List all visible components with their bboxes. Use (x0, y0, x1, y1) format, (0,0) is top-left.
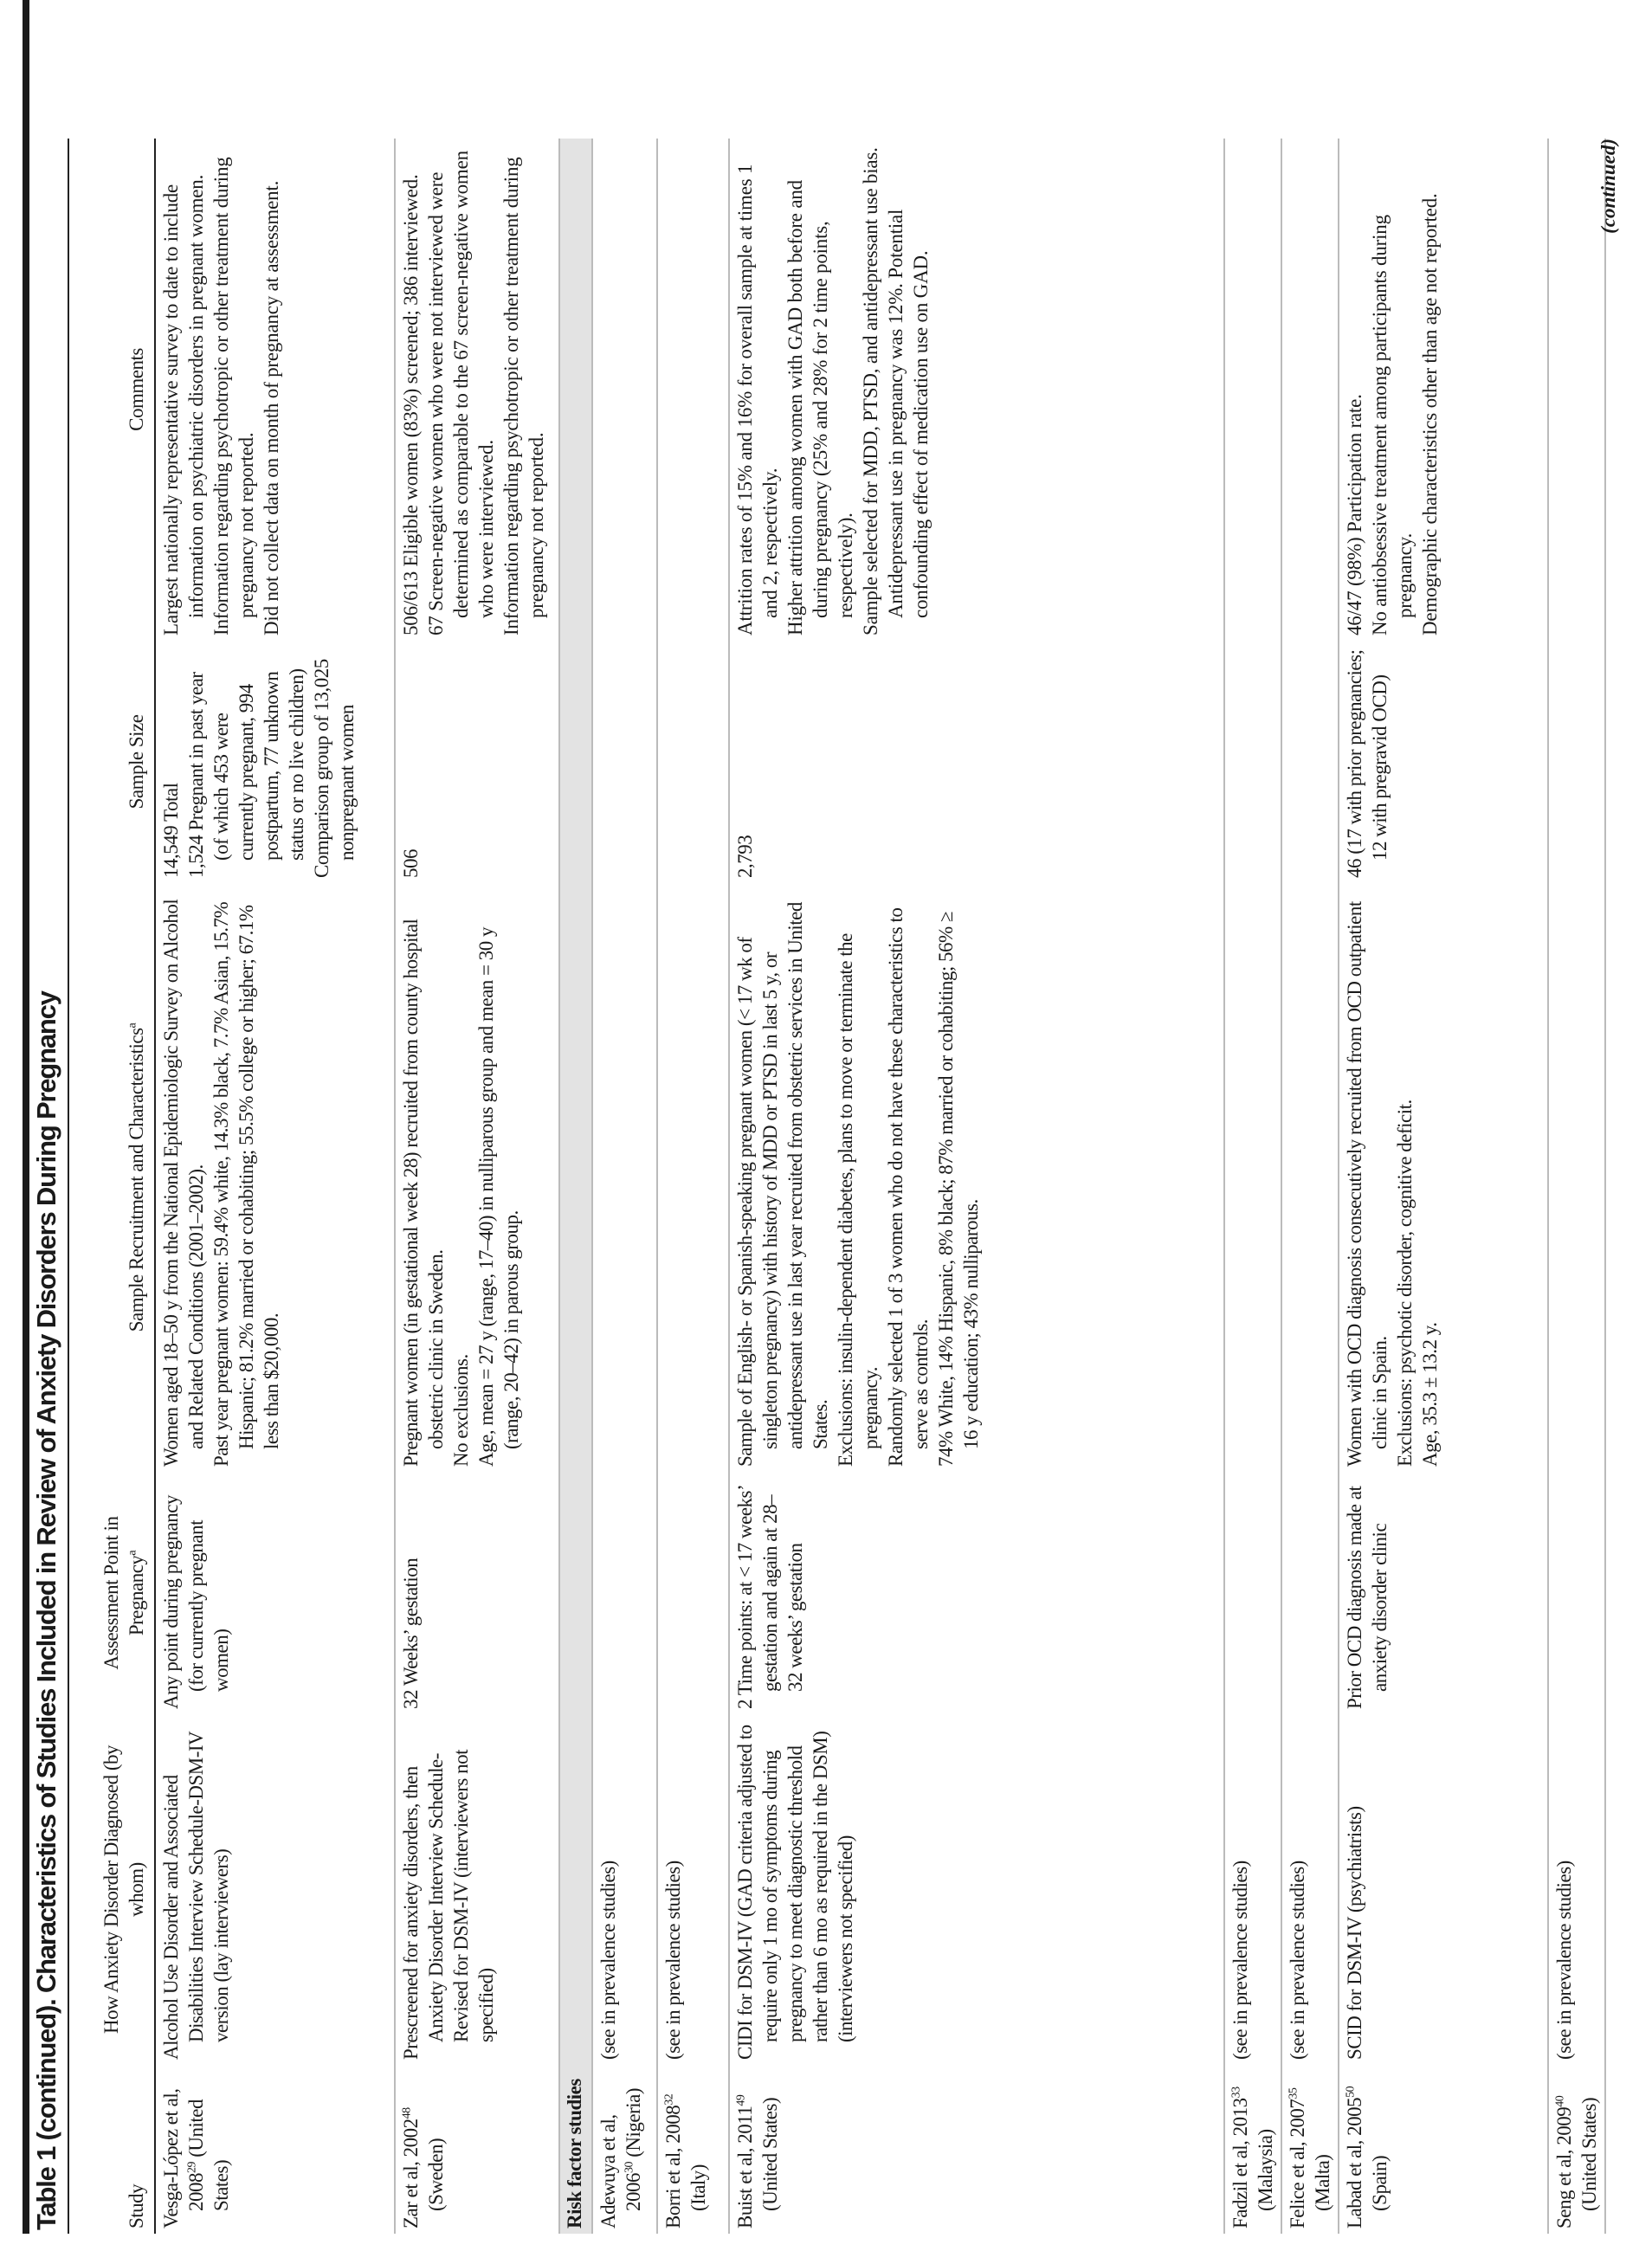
study-name: Fadzil et al, 2013 (1229, 2098, 1251, 2228)
size-paragraph: 46 (17 with prior pregnancies; 12 with pregravid OCD) (1344, 649, 1391, 878)
cell-how (395, 1714, 559, 2065)
table-title: Table 1 (continued). Characteristics of Studies Included in Review of Anxiety Disorders During Pregnancy (31, 991, 61, 2230)
size-paragraph: 506 (400, 849, 422, 878)
cell-how (592, 1714, 657, 2065)
study-country: (United States) (759, 2097, 781, 2211)
reference-number: 33 (1229, 2087, 1243, 2099)
table-row (592, 139, 657, 2234)
header-size: Sample Size (126, 714, 147, 809)
comments-paragraph: Information regarding psychotropic or other treatment during pregnancy not reported. (210, 157, 257, 635)
how-paragraph: (see in prevalence studies) (1229, 1861, 1251, 2060)
assess-paragraph: 32 Weeks’ gestation (400, 1558, 422, 1709)
cell-size (1339, 641, 1548, 883)
footnote-marker: a (126, 1550, 139, 1556)
study-country: (Malaysia) (1255, 2129, 1276, 2211)
cell-assess (395, 1472, 559, 1714)
sample-paragraph: Pregnant women (in gestational week 28) recruited from county hospital obstetric clinic in Sweden. (400, 919, 447, 1467)
cell-assess (657, 1472, 729, 1714)
comments-paragraph: Sample selected for MDD, PTSD, and antidepressant use bias. Antidepressant use in pregnancy was 12%. Potential confounding effect of medication use on GAD. (860, 147, 932, 635)
table-row (1339, 139, 1548, 2234)
header-sample-label: Sample Recruitment and Characteristics (126, 1028, 147, 1332)
continued-note: (continued) (1597, 139, 1619, 234)
cell-how (1281, 1714, 1339, 2065)
header-how: How Anxiety Disorder Diagnosed (by whom) (100, 1745, 147, 2035)
study-name: Vesga-López et al, 2008 (160, 2088, 207, 2228)
how-paragraph: (see in prevalence studies) (1553, 1861, 1575, 2060)
cell-assess (1548, 1472, 1605, 1714)
reference-number: 30 (623, 2162, 636, 2173)
study-country: (Malta) (1312, 2154, 1333, 2211)
cell-size (729, 641, 1224, 883)
study-citation (158, 2072, 234, 2228)
cell-assess (1224, 1472, 1281, 1714)
cell-sample (729, 883, 1224, 1472)
cell-study (729, 2065, 1224, 2234)
reference-number: 50 (1344, 2086, 1358, 2098)
study-citation (596, 2072, 646, 2228)
cell-size (657, 641, 729, 883)
cell-study (1281, 2065, 1339, 2234)
study-country: (Sweden) (425, 2138, 447, 2211)
comments-paragraph: Demographic characteristics other than age not reported. (1419, 193, 1441, 635)
sample-paragraph: Women with OCD diagnosis consecutively recruited from OCD outpatient clinic in Spain. (1344, 901, 1391, 1467)
how-paragraph: Alcohol Use Disorder and Associated Disabilities Interview Schedule-DSM-IV version (lay interviewers) (160, 1732, 232, 2060)
sample-paragraph: Age, 35.3 ± 13.2 y. (1419, 1322, 1441, 1467)
study-country: (Nigeria) (623, 2087, 644, 2162)
cell-study (1224, 2065, 1281, 2234)
reference-number: 49 (734, 2094, 748, 2106)
cell-assess (1339, 1472, 1548, 1714)
study-name: Adewuya et al, 2006 (597, 2114, 644, 2228)
study-citation (1552, 2072, 1602, 2228)
sample-paragraph: Exclusions: psychotic disorder, cognitive deficit. (1394, 1100, 1416, 1467)
cell-sample (1548, 883, 1605, 1472)
cell-study (592, 2065, 657, 2234)
footnote-marker: a (126, 1022, 139, 1029)
cell-sample (657, 883, 729, 1472)
cell-sample (1281, 883, 1339, 1472)
cell-sample (395, 883, 559, 1472)
study-name: Zar et al, 2002 (400, 2119, 422, 2228)
table-row (729, 139, 1224, 2234)
cell-how (1224, 1714, 1281, 2065)
reference-number: 32 (662, 2093, 676, 2106)
how-paragraph: (see in prevalence studies) (597, 1861, 619, 2060)
comments-paragraph: 67 Screen-negative women who were not interviewed were determined as comparable to the 67 screen-negative women who were interviewed. (425, 151, 497, 635)
sample-paragraph: Women aged 18–50 y from the National Epidemiologic Survey on Alcohol and Related Conditions (2001–2002). (160, 899, 207, 1467)
assess-paragraph: Any point during pregnancy (for currently pregnant women) (160, 1495, 232, 1709)
cell-study (1548, 2065, 1605, 2234)
study-citation (1342, 2072, 1392, 2228)
reference-number: 48 (400, 2107, 414, 2119)
study-country: (United States) (185, 2099, 232, 2211)
size-paragraph: 14,549 Total (160, 783, 182, 878)
comments-paragraph: Higher attrition among women with GAD both before and during pregnancy (25% and 28% for 2 time points, respectively). (784, 180, 856, 635)
cell-size (1224, 641, 1281, 883)
sample-paragraph: Sample of English- or Spanish-speaking pregnant women (< 17 wk of singleton pregnancy) with history of MDD or PTSD in last 5 y, or antidepressant use in last year recruited from obstetric services in United States. (734, 902, 831, 1467)
size-paragraph: 1,524 Pregnant in past year (of which 453 were currently pregnant, 994 postpartum, 77 unknown status or no live children) (185, 668, 307, 878)
comments-paragraph: Largest nationally representative survey to date to include information on psychiatric disorders in pregnant women. (160, 174, 207, 635)
table-row (1281, 139, 1339, 2234)
header-study: Study (126, 2183, 147, 2228)
cell-how (1339, 1714, 1548, 2065)
comments-paragraph: Attrition rates of 15% and 16% for overall sample at times 1 and 2, respectively. (734, 164, 781, 635)
cell-comments (592, 139, 657, 641)
how-paragraph: Prescreened for anxiety disorders, then Anxiety Disorder Interview Schedule-Revised for DSM-IV (interviewers not specified) (400, 1749, 497, 2060)
header-sample (68, 883, 155, 1472)
cell-sample (1339, 883, 1548, 1472)
cell-how (657, 1714, 729, 2065)
study-citation (732, 2072, 783, 2228)
cell-study (1339, 2065, 1548, 2234)
size-paragraph: 2,793 (734, 835, 756, 878)
cell-assess (1281, 1472, 1339, 1714)
study-country: (United States) (1578, 2097, 1600, 2211)
table-row (657, 139, 729, 2234)
study-citation (661, 2072, 711, 2228)
cell-study (395, 2065, 559, 2234)
section-heading: Risk factor studies (559, 139, 592, 2234)
assess-paragraph: 2 Time points: at < 17 weeks’ gestation and again at 28–32 weeks’ gestation (734, 1486, 806, 1709)
cell-assess (155, 1472, 395, 1714)
how-paragraph: (see in prevalence studies) (1287, 1861, 1308, 2060)
cell-how (1548, 1714, 1605, 2065)
cell-how (155, 1714, 395, 2065)
cell-comments (1224, 139, 1281, 641)
cell-comments (1339, 139, 1548, 641)
sample-paragraph: Past year pregnant women: 59.4% white, 14.3% black, 7.7% Asian, 15.7% Hispanic; 81.2% married or cohabiting; 55.5% college or higher; 67.1% less than $20,000. (210, 901, 282, 1467)
study-name: Seng et al, 2009 (1553, 2106, 1575, 2228)
sample-paragraph: Age, mean = 27 y (range, 17–40) in nulliparous group and mean = 30 y (range, 20–42) in parous group. (475, 926, 522, 1467)
comments-paragraph: Information regarding psychotropic or other treatment during pregnancy not reported. (500, 157, 547, 635)
top-rule (23, 0, 29, 2234)
how-paragraph: (see in prevalence studies) (662, 1861, 684, 2060)
section-row (559, 139, 592, 2234)
header-assess (68, 1472, 155, 1714)
cell-how (729, 1714, 1224, 2065)
cell-assess (592, 1472, 657, 1714)
cell-comments (155, 139, 395, 641)
cell-size (1548, 641, 1605, 883)
cell-comments (1281, 139, 1339, 641)
study-name: Borri et al, 2008 (662, 2105, 684, 2228)
cell-size (155, 641, 395, 883)
header-assess-label: Assessment Point in Pregnancy (100, 1516, 147, 1670)
study-name: Labad et al, 2005 (1344, 2097, 1365, 2228)
how-paragraph: SCID for DSM-IV (psychiatrists) (1344, 1806, 1365, 2060)
cell-size (592, 641, 657, 883)
cell-size (1281, 641, 1339, 883)
header-comments: Comments (126, 348, 147, 431)
comments-paragraph: Did not collect data on month of pregnancy at assessment. (261, 180, 282, 635)
size-paragraph: Comparison group of 13,025 nonpregnant women (311, 659, 358, 878)
table-row (1548, 139, 1605, 2234)
cell-comments (729, 139, 1224, 641)
cell-sample (592, 883, 657, 1472)
how-paragraph: CIDI for DSM-IV (GAD criteria adjusted to require only 1 mo of symptoms during pregnancy to meet diagnostic threshold rather than 6 mo as required in the DSM) (interviewers not specified) (734, 1725, 856, 2060)
reference-number: 35 (1287, 2087, 1300, 2099)
comments-paragraph: 506/613 Eligible women (83%) screened; 386 interviewed. (400, 174, 422, 635)
cell-assess (729, 1472, 1224, 1714)
study-citation (398, 2072, 448, 2228)
cell-sample (155, 883, 395, 1472)
cell-comments (657, 139, 729, 641)
comments-paragraph: No antiobsessive treatment among participants during pregnancy. (1369, 215, 1416, 635)
table-row (395, 139, 559, 2234)
study-country: (Italy) (687, 2164, 709, 2211)
studies-table (68, 139, 1606, 2234)
reference-number: 40 (1553, 2095, 1567, 2107)
cell-size (395, 641, 559, 883)
cell-study (657, 2065, 729, 2234)
cell-comments (395, 139, 559, 641)
study-citation (1228, 2072, 1278, 2228)
sample-paragraph: 74% White, 14% Hispanic, 8% black; 87% married or cohabiting; 56% ≥ 16 y education; 43% nulliparous. (935, 911, 982, 1467)
study-name: Felice et al, 2007 (1287, 2099, 1308, 2228)
table-row (155, 139, 395, 2234)
study-citation (1285, 2072, 1335, 2228)
reference-number: 29 (185, 2162, 199, 2173)
sample-paragraph: No exclusions. (450, 1354, 472, 1467)
sample-paragraph: Randomly selected 1 of 3 women who do not have these characteristics to serve as controls. (885, 907, 932, 1467)
sample-paragraph: Exclusions: insulin-dependent diabetes, plans to move or terminate the pregnancy. (835, 933, 881, 1467)
study-name: Buist et al, 2011 (734, 2106, 756, 2228)
study-country: (Spain) (1369, 2155, 1391, 2211)
cell-study (155, 2065, 395, 2234)
header-row (68, 139, 155, 2234)
assess-paragraph: Prior OCD diagnosis made at anxiety disorder clinic (1344, 1486, 1391, 1709)
comments-paragraph: 46/47 (98%) Participation rate. (1344, 394, 1365, 635)
cell-sample (1224, 883, 1281, 1472)
table-row (1224, 139, 1281, 2234)
